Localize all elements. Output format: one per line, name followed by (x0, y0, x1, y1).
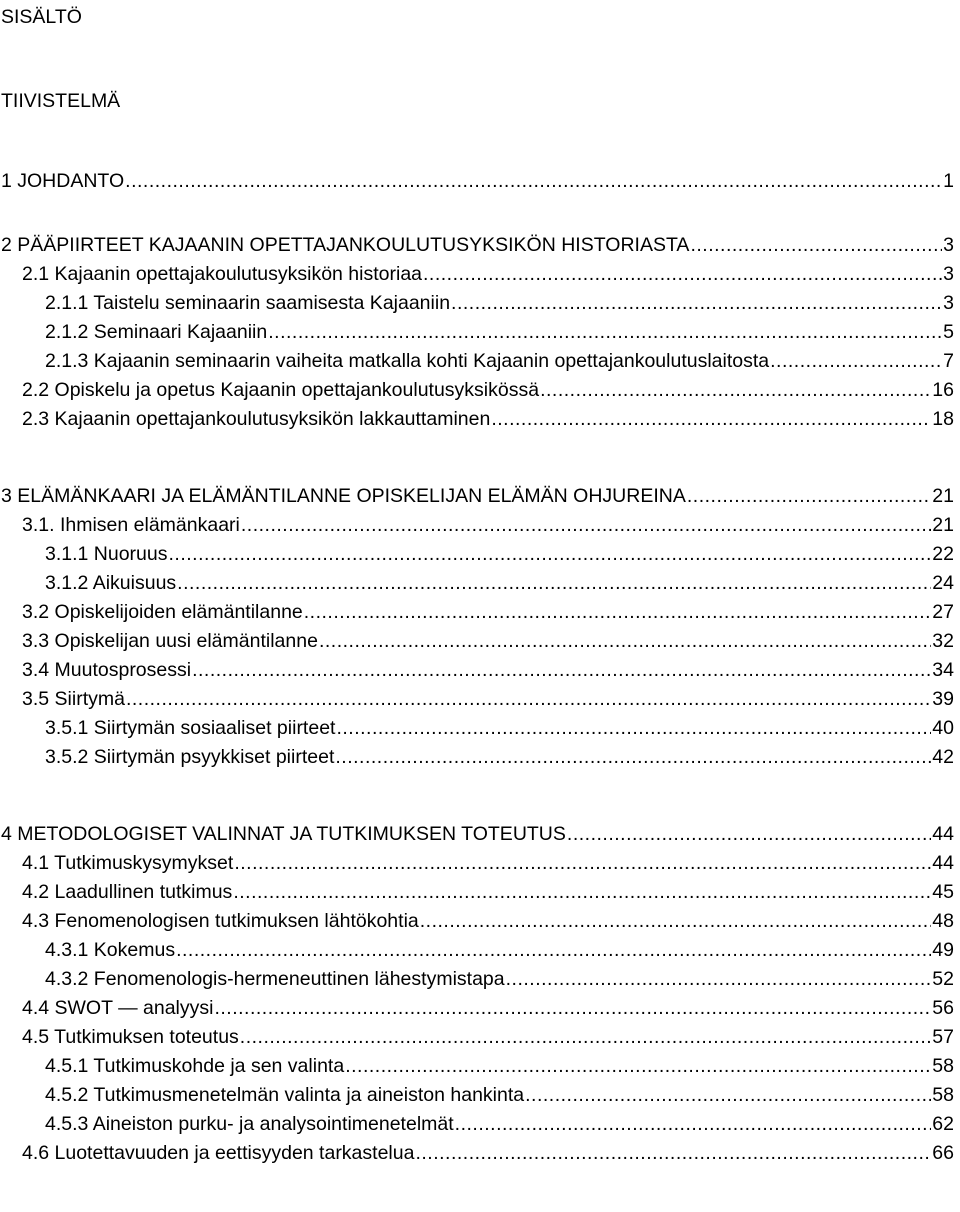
toc-leader-dots (169, 542, 932, 566)
toc-heading: SISÄLTÖ (1, 6, 82, 28)
toc-entry-page: 27 (932, 601, 954, 623)
toc-entry-page: 49 (932, 939, 954, 961)
toc-entry[interactable] (45, 967, 954, 991)
toc-leader-dots (770, 349, 942, 373)
toc-entry-page: 52 (932, 968, 954, 990)
toc-entry[interactable] (45, 716, 954, 740)
toc-entry[interactable] (22, 629, 954, 653)
toc-leader-dots (126, 687, 931, 711)
toc-entry-title: 4.3 Fenomenologisen tutkimuksen lähtökohtia (22, 910, 419, 932)
toc-entry[interactable] (22, 909, 954, 933)
toc-entry-title: 3.1.2 Aikuisuus (45, 572, 177, 594)
toc-leader-dots (268, 320, 942, 344)
toc-entry-title: 4.3.2 Fenomenologis-hermeneuttinen lähestymistapa (45, 968, 505, 990)
toc-entry-page: 32 (932, 630, 954, 652)
toc-leader-dots (177, 571, 931, 595)
toc-entry[interactable] (1, 233, 954, 257)
toc-entry-page: 48 (932, 910, 954, 932)
toc-entry-title: 3.1.1 Nuoruus (45, 543, 168, 565)
toc-entry-title: 4.3.1 Kokemus (45, 939, 176, 961)
toc-leader-dots (304, 600, 932, 624)
toc-entry-page: 3 (943, 263, 954, 285)
toc-leader-dots (176, 938, 931, 962)
toc-entry-page: 42 (932, 746, 954, 768)
toc-entry-title: 4.4 SWOT — analyysi (22, 997, 214, 1019)
toc-entry[interactable] (22, 262, 954, 286)
toc-entry-title: 2.1.1 Taistelu seminaarin saamisesta Kajaaniin (45, 292, 451, 314)
toc-leader-dots (241, 513, 931, 537)
toc-leader-dots (345, 1054, 931, 1078)
toc-entry-title: 4.5.1 Tutkimuskohde ja sen valinta (45, 1055, 345, 1077)
toc-leader-dots (335, 745, 931, 769)
toc-entry[interactable] (1, 822, 954, 846)
toc-leader-dots (491, 407, 931, 431)
toc-leader-dots (506, 967, 932, 991)
toc-entry-page: 7 (943, 350, 954, 372)
toc-entry[interactable] (22, 687, 954, 711)
toc-entry-page: 34 (932, 659, 954, 681)
toc-entry[interactable] (45, 291, 954, 315)
toc-entry-page: 1 (943, 170, 954, 192)
toc-entry-page: 57 (932, 1026, 954, 1048)
toc-entry-title: 4 METODOLOGISET VALINNAT JA TUTKIMUKSEN TOTEUTUS (1, 823, 566, 845)
toc-entry[interactable] (22, 407, 954, 431)
toc-entry-title: 1 JOHDANTO (1, 170, 125, 192)
toc-entry[interactable] (45, 1083, 954, 1107)
toc-entry-title: 2.2 Opiskelu ja opetus Kajaanin opettajankoulutusyksikössä (22, 379, 540, 401)
toc-entry-title: 3.2 Opiskelijoiden elämäntilanne (22, 601, 303, 623)
toc-entry[interactable] (1, 169, 954, 193)
toc-entry-page: 3 (943, 292, 954, 314)
toc-entry-page: 21 (932, 514, 954, 536)
toc-entry[interactable] (45, 745, 954, 769)
toc-entry-page: 62 (932, 1113, 954, 1135)
toc-entry-page: 21 (932, 485, 954, 507)
toc-entry-title: 3.1. Ihmisen elämänkaari (22, 514, 240, 536)
toc-entry[interactable] (22, 996, 954, 1020)
toc-entry[interactable] (22, 513, 954, 537)
toc-entry-page: 24 (932, 572, 954, 594)
toc-leader-dots (233, 880, 931, 904)
toc-entry[interactable] (22, 1141, 954, 1165)
toc-leader-dots (525, 1083, 931, 1107)
toc-entry[interactable] (22, 851, 954, 875)
toc-entry-page: 16 (932, 379, 954, 401)
toc-entry-title: 3.4 Muutosprosessi (22, 659, 192, 681)
toc-leader-dots (415, 1141, 931, 1165)
toc-entry-title: 3.5 Siirtymä (22, 688, 125, 710)
toc-entry-page: 58 (932, 1084, 954, 1106)
toc-leader-dots (234, 851, 931, 875)
toc-entry[interactable] (22, 1025, 954, 1049)
toc-entry-title: 2.1.3 Kajaanin seminaarin vaiheita matkalla kohti Kajaanin opettajankoulutuslaitosta (45, 350, 770, 372)
toc-leader-dots (455, 1112, 932, 1136)
toc-entry-title: 4.5.2 Tutkimusmenetelmän valinta ja aineiston hankinta (45, 1084, 525, 1106)
toc-leader-dots (690, 233, 942, 257)
toc-leader-dots (687, 484, 931, 508)
toc-entry-page: 56 (932, 997, 954, 1019)
toc-entry-page: 39 (932, 688, 954, 710)
toc-leader-dots (319, 629, 931, 653)
toc-entry-page: 22 (932, 543, 954, 565)
toc-entry-page: 18 (932, 408, 954, 430)
toc-leader-dots (125, 169, 942, 193)
toc-entry[interactable] (22, 600, 954, 624)
toc-entry-page: 45 (932, 881, 954, 903)
toc-entry-page: 44 (932, 823, 954, 845)
toc-leader-dots (214, 996, 931, 1020)
toc-entry[interactable] (22, 880, 954, 904)
toc-entry-title: 3.5.1 Siirtymän sosiaaliset piirteet (45, 717, 336, 739)
toc-entry-title: 3.3 Opiskelijan uusi elämäntilanne (22, 630, 318, 652)
toc-leader-dots (192, 658, 931, 682)
toc-entry-title: 4.2 Laadullinen tutkimus (22, 881, 233, 903)
toc-entry-title: 4.5.3 Aineiston purku- ja analysointimenetelmät (45, 1113, 454, 1135)
toc-leader-dots (540, 378, 931, 402)
toc-entry[interactable] (45, 571, 954, 595)
toc-leader-dots (451, 291, 942, 315)
toc-entry-page: 58 (932, 1055, 954, 1077)
toc-entry[interactable] (45, 542, 954, 566)
toc-entry-title: 3 ELÄMÄNKAARI JA ELÄMÄNTILANNE OPISKELIJAN ELÄMÄN OHJUREINA (1, 485, 686, 507)
toc-leader-dots (336, 716, 931, 740)
toc-leader-dots (567, 822, 931, 846)
toc-entry[interactable] (45, 1112, 954, 1136)
toc-entry-page: 3 (943, 234, 954, 256)
toc-entry-title: 2.3 Kajaanin opettajankoulutusyksikön lakkauttaminen (22, 408, 491, 430)
toc-entry-title: 4.6 Luotettavuuden ja eettisyyden tarkastelua (22, 1142, 415, 1164)
toc-entry-title: 2.1 Kajaanin opettajakoulutusyksikön historiaa (22, 263, 423, 285)
toc-entry[interactable] (22, 378, 954, 402)
toc-entry-title: 2.1.2 Seminaari Kajaaniin (45, 321, 268, 343)
toc-leader-dots (240, 1025, 932, 1049)
toc-entry[interactable] (1, 484, 954, 508)
toc-entry-title: 3.5.2 Siirtymän psyykkiset piirteet (45, 746, 335, 768)
toc-entry-title: 4.1 Tutkimuskysymykset (22, 852, 234, 874)
toc-leader-dots (423, 262, 942, 286)
toc-entry[interactable] (45, 320, 954, 344)
toc-entry[interactable] (45, 1054, 954, 1078)
toc-entry-title: 4.5 Tutkimuksen toteutus (22, 1026, 239, 1048)
toc-entry[interactable] (45, 938, 954, 962)
toc-entry-page: 66 (932, 1142, 954, 1164)
toc-entry-page: 40 (932, 717, 954, 739)
toc-entry[interactable] (22, 658, 954, 682)
abstract-heading: TIIVISTELMÄ (1, 90, 121, 112)
toc-entry-page: 44 (932, 852, 954, 874)
toc-leader-dots (420, 909, 932, 933)
toc-entry[interactable] (45, 349, 954, 373)
toc-entry-title: 2 PÄÄPIIRTEET KAJAANIN OPETTAJANKOULUTUSYKSIKÖN HISTORIASTA (1, 234, 690, 256)
toc-entry-page: 5 (943, 321, 954, 343)
